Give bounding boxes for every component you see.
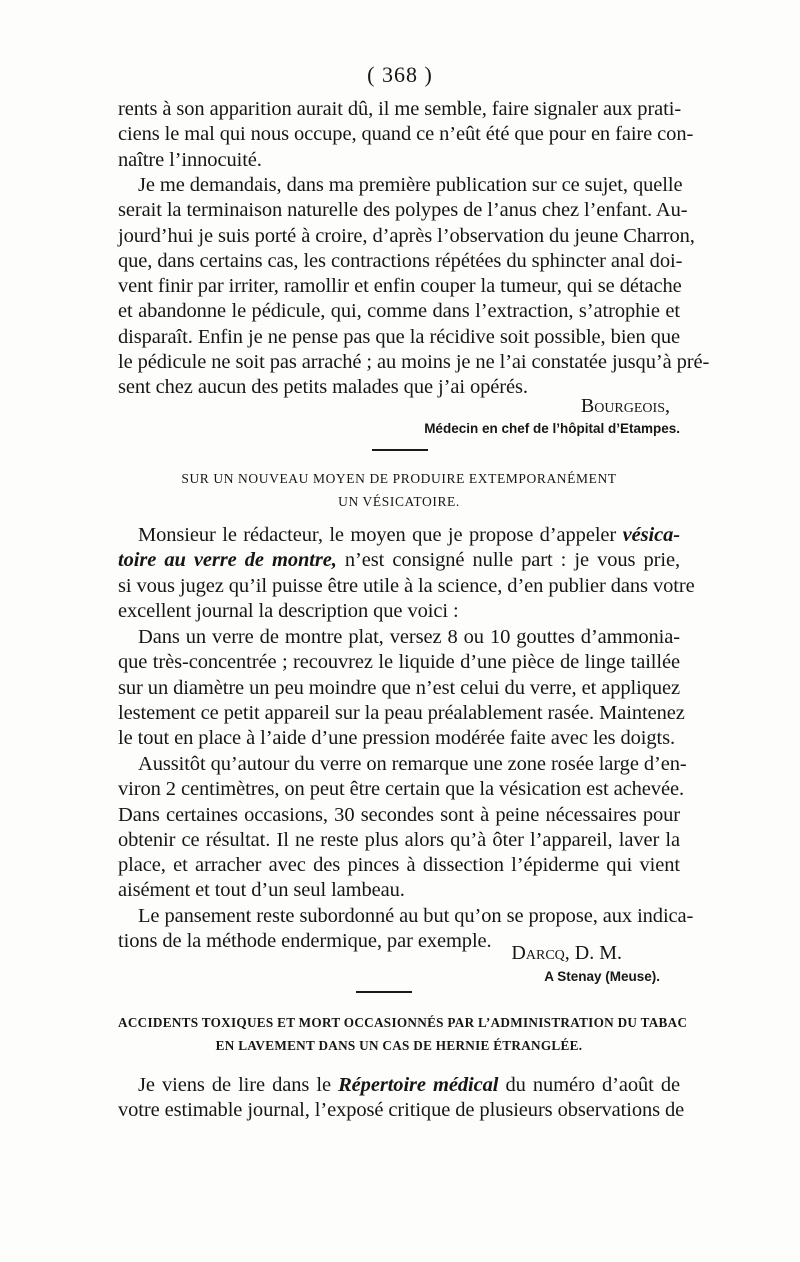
heading-line: ACCIDENTS TOXIQUES ET MORT OCCASIONNÉS PAR L’ADMINISTRATION DU TABAC — [118, 1015, 688, 1030]
text-run: Monsieur le rédacteur, le moyen que je propose d’appeler — [138, 524, 617, 546]
text-line: sur un diamètre un peu moindre que n’est celui du verre, et appliquez — [118, 676, 680, 699]
section-divider — [372, 449, 428, 451]
heading-line: UN VÉSICATOIRE. — [338, 494, 460, 509]
text-line — [118, 523, 680, 548]
text-line: que, dans certains cas, les contractions répétées du sphincter anal doi- — [118, 249, 683, 272]
text-run: Je viens de lire dans le — [138, 1074, 331, 1096]
emphasis-text: Répertoire médical — [338, 1074, 499, 1096]
text-line: et abandonne le pédicule, qui, comme dans l’extraction, s’atrophie et — [118, 300, 680, 323]
text-line — [118, 548, 680, 573]
text-line: sent chez aucun des petits malades que j’ai opérés. — [118, 376, 528, 399]
text-line: aisément et tout d’un seul lambeau. — [118, 879, 405, 902]
text-line: obtenir ce résultat. Il ne reste plus alors qu’à ôter l’appareil, laver la — [118, 828, 680, 851]
signature-affiliation: A Stenay (Meuse). — [544, 969, 660, 984]
text-line: le tout en place à l’aide d’une pression modérée faite avec les doigts. — [118, 727, 675, 750]
text-line: rents à son apparition aurait dû, il me semble, faire signaler aux prati- — [118, 98, 682, 120]
text-line: Le pansement reste subordonné au but qu’on se propose, aux indica- — [138, 905, 694, 927]
text-line: excellent journal la description que voici : — [118, 599, 459, 622]
text-line: votre estimable journal, l’exposé critique de plusieurs observations de — [118, 1099, 685, 1122]
text-line: le pédicule ne soit pas arraché ; au moins je ne l’ai constatée jusqu’à pré- — [118, 351, 710, 374]
text-line: Aussitôt qu’autour du verre on remarque une zone rosée large d’en- — [138, 753, 687, 775]
text-line: ciens le mal qui nous occupe, quand ce n’eût été que pour en faire con- — [118, 123, 694, 146]
paragraph-intro — [118, 523, 695, 624]
paragraph-b — [118, 752, 687, 904]
text-run: du numéro d’août de — [505, 1074, 680, 1096]
text-line: Dans certaines occasions, 30 secondes sont à peine nécessaires pour — [118, 803, 680, 826]
signature-1 — [118, 395, 680, 436]
text-run: n’est consigné nulle part : je vous prie, — [344, 549, 680, 572]
text-line: vent finir par irriter, ramollir et enfin couper la tumeur, qui se détache — [118, 275, 682, 298]
text-line: si vous jugez qu’il puisse être utile à la science, d’en publier dans votre — [118, 574, 695, 597]
paragraph-1 — [118, 97, 694, 173]
text-line: lestement ce petit appareil sur la peau préalablement rasée. Maintenez — [118, 701, 685, 724]
text-line: Dans un verre de montre plat, versez 8 ou 10 gouttes d’ammonia- — [138, 626, 680, 648]
text-line: serait la terminaison naturelle des polypes de l’anus chez l’enfant. Au- — [118, 199, 688, 222]
signature-name: Darcq, D. M. — [511, 942, 622, 964]
text-line: que très-concentrée ; recouvrez le liquide d’une pièce de linge taillée — [118, 651, 680, 674]
signature-name: Bourgeois, — [580, 395, 670, 417]
paragraph-a — [118, 625, 685, 751]
heading-line: SUR UN NOUVEAU MOYEN DE PRODUIRE EXTEMPORANÉMENT — [181, 471, 617, 486]
emphasis-text: vésica- — [622, 524, 681, 546]
text-line: jourd’hui je suis porté à croire, d’après l’observation du jeune Charron, — [118, 224, 695, 247]
emphasis-text: toire au verre de montre, — [118, 549, 337, 572]
text-line: viron 2 centimètres, on peut être certain que la vésication est achevée. — [118, 778, 684, 801]
text-line: naître l’innocuité. — [118, 148, 262, 171]
heading-line: EN LAVEMENT DANS UN CAS DE HERNIE ÉTRANGLÉE. — [215, 1038, 583, 1053]
page-number: ( 368 ) — [367, 62, 433, 87]
text-line: tions de la méthode endermique, par exemple. — [118, 930, 492, 953]
article-heading — [118, 467, 680, 513]
section-divider — [356, 991, 412, 993]
paragraph-article3 — [118, 1073, 685, 1124]
text-line: place, et arracher avec des pinces à dissection l’épiderme qui vient — [118, 854, 680, 877]
text-line: Je me demandais, dans ma première publication sur ce sujet, quelle — [138, 174, 683, 196]
paragraph-2 — [118, 173, 710, 401]
signature-2 — [118, 942, 680, 984]
text-line: disparaît. Enfin je ne pense pas que la récidive soit possible, bien que — [118, 325, 680, 348]
text-line — [118, 1073, 680, 1098]
article-heading — [118, 1011, 688, 1057]
signature-affiliation: Médecin en chef de l’hôpital d’Etampes. — [424, 421, 680, 436]
